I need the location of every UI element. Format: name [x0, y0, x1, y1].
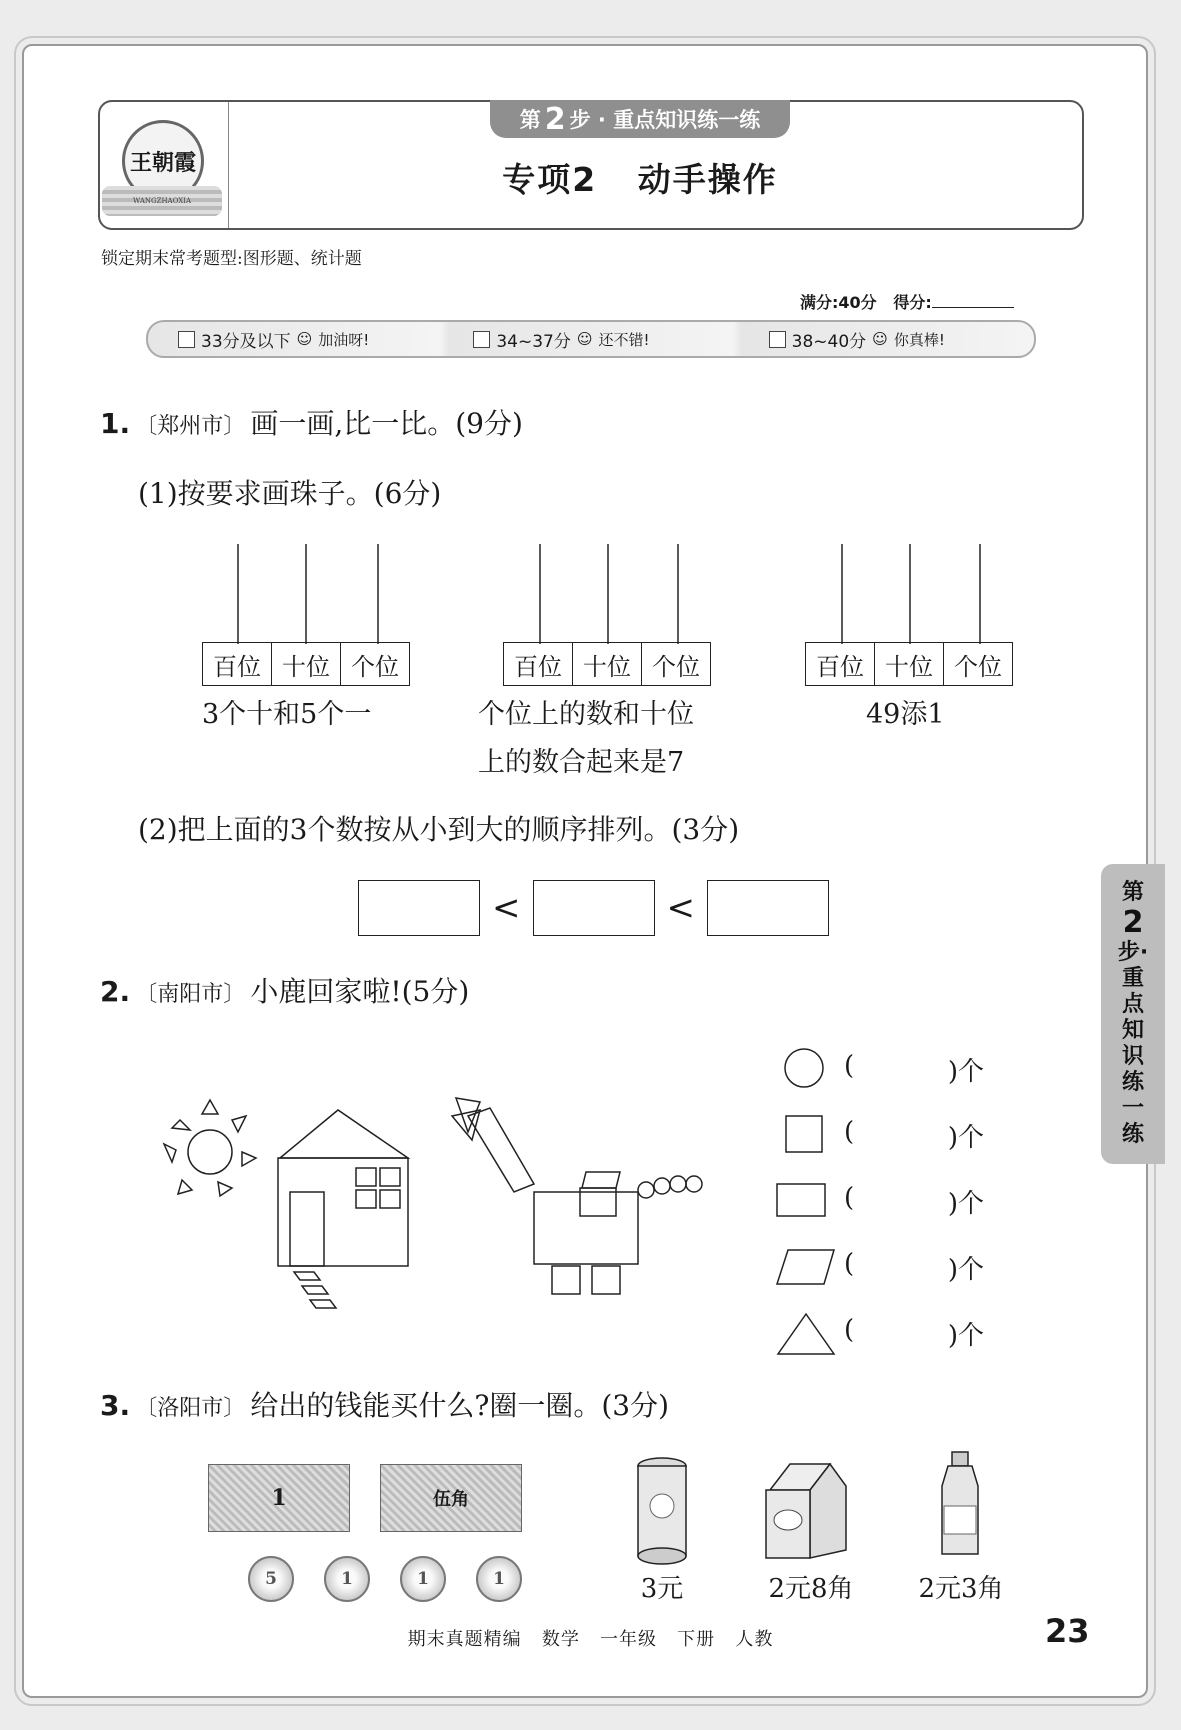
paren-open: ( — [844, 1248, 855, 1279]
coin-icon: 5 — [248, 1556, 294, 1602]
q2-place: 〔南阳市〕 — [135, 982, 246, 1007]
can-icon — [632, 1456, 692, 1566]
count-row-parallelogram — [776, 1234, 984, 1300]
smile-icon: ☺ — [576, 330, 593, 348]
bill-value: 伍角 — [433, 1489, 469, 1510]
side-prefix: 第 — [1121, 880, 1144, 905]
paren-open: ( — [844, 1116, 855, 1147]
item-price: 3元 — [640, 1574, 684, 1604]
count-parens[interactable] — [844, 1051, 984, 1088]
q3-heading — [100, 1384, 669, 1424]
count-parens[interactable] — [844, 1315, 984, 1352]
answer-box[interactable] — [707, 880, 829, 936]
page-title: 专项2 动手操作 — [502, 160, 778, 199]
paren-close: )个 — [947, 1122, 984, 1153]
abacus-rods — [200, 540, 420, 650]
milk-carton-icon — [760, 1460, 850, 1560]
side-char: 重 — [1121, 966, 1144, 991]
col-tens: 十位 — [573, 643, 642, 686]
col-ones: 个位 — [642, 643, 711, 686]
step-suffix: 步 · 重点知识练一练 — [569, 108, 761, 132]
grade-checkbox[interactable] — [473, 331, 490, 348]
q3-number: 3. — [100, 1389, 131, 1422]
side-number: 2 — [1122, 905, 1144, 940]
step-number: 2 — [544, 101, 566, 137]
q1-title: 画一画,比一比。(9分) — [250, 407, 523, 440]
col-hundreds: 百位 — [806, 643, 875, 686]
item-price: 2元8角 — [768, 1574, 854, 1604]
grade-range: 33分及以下 — [201, 331, 291, 352]
bottle-icon — [930, 1450, 990, 1562]
abacus-rods — [502, 540, 722, 650]
count-row-rectangle — [776, 1168, 984, 1234]
count-row-square — [776, 1102, 984, 1168]
paren-open: ( — [844, 1314, 855, 1345]
shapes-picture — [150, 1080, 710, 1310]
q2-title: 小鹿回家啦!(5分) — [250, 975, 470, 1008]
count-row-circle — [776, 1036, 984, 1102]
smile-icon: ☺ — [296, 330, 313, 348]
coin-icon: 1 — [324, 1556, 370, 1602]
grade-range: 34~37分 — [496, 331, 571, 352]
grade-comment: 加油呀! — [318, 330, 370, 349]
paren-close: )个 — [947, 1254, 984, 1285]
page-number: 23 — [1045, 1612, 1090, 1650]
one-yuan-bill — [208, 1464, 350, 1532]
side-char: 练 — [1121, 1070, 1144, 1095]
count-row-triangle — [776, 1300, 984, 1366]
subtitle: 锁定期末常考题型:图形题、统计题 — [101, 249, 362, 269]
grade-comment: 还不错! — [598, 330, 650, 349]
answer-box[interactable] — [358, 880, 480, 936]
coin-icon: 1 — [476, 1556, 522, 1602]
circle-icon — [776, 1044, 826, 1094]
item-price: 2元3角 — [918, 1574, 1004, 1604]
col-hundreds: 百位 — [504, 643, 573, 686]
triangle-icon — [776, 1308, 836, 1358]
step-tab — [490, 100, 790, 138]
count-parens[interactable] — [844, 1249, 984, 1286]
paren-open: ( — [844, 1050, 855, 1081]
side-char: 步· — [1117, 940, 1149, 965]
smile-icon: ☺ — [872, 330, 888, 348]
side-char: 识 — [1121, 1044, 1144, 1069]
q1-sub2: (2)把上面的3个数按从小到大的顺序排列。(3分) — [138, 813, 740, 846]
side-char: 知 — [1121, 1018, 1144, 1043]
grade-item — [443, 327, 738, 352]
q1-sub1: (1)按要求画珠子。(6分) — [138, 477, 442, 510]
abacus-caption: 3个十和5个一 — [202, 699, 372, 730]
order-row — [358, 880, 829, 936]
q3-place: 〔洛阳市〕 — [135, 1396, 246, 1421]
score-line — [800, 290, 1014, 313]
house-icon — [278, 1110, 408, 1308]
side-char: 练 — [1121, 1122, 1144, 1147]
sun-icon — [164, 1100, 256, 1196]
q1-heading — [100, 402, 523, 442]
coins-row — [248, 1556, 522, 1602]
grade-checkbox[interactable] — [769, 331, 786, 348]
paren-close: )个 — [947, 1320, 984, 1351]
grade-item — [148, 327, 443, 352]
q1-place: 〔郑州市〕 — [135, 414, 246, 439]
col-ones: 个位 — [341, 643, 410, 686]
paren-close: )个 — [947, 1188, 984, 1219]
coin-icon: 1 — [400, 1556, 446, 1602]
side-tab — [1101, 864, 1165, 1164]
square-icon — [776, 1110, 826, 1160]
paren-close: )个 — [947, 1056, 984, 1087]
logo — [100, 102, 229, 228]
logo-ribbon: WANGZHAOXIA — [102, 186, 222, 216]
grade-range: 38~40分 — [791, 331, 867, 352]
q2-number: 2. — [100, 975, 131, 1008]
q2-heading — [100, 970, 469, 1010]
side-char: 一 — [1121, 1096, 1144, 1121]
less-than: < — [666, 888, 695, 928]
five-jiao-bill — [380, 1464, 522, 1532]
count-parens[interactable] — [844, 1183, 984, 1220]
col-ones: 个位 — [944, 643, 1013, 686]
abacus-base — [202, 642, 410, 686]
grade-bar — [146, 320, 1036, 358]
side-char: 点 — [1121, 992, 1144, 1017]
q3-title: 给出的钱能买什么?圈一圈。(3分) — [250, 1389, 670, 1422]
paren-open: ( — [844, 1182, 855, 1213]
full-score: 满分:40分 — [800, 293, 877, 312]
col-tens: 十位 — [272, 643, 341, 686]
footer: 期末真题精编 数学 一年级 下册 人教 — [407, 1629, 774, 1650]
answer-box[interactable] — [533, 880, 655, 936]
logo-text: 王朝霞 — [129, 149, 196, 176]
col-tens: 十位 — [875, 643, 944, 686]
abacus-base — [805, 642, 1013, 686]
less-than: < — [492, 888, 521, 928]
bill-value: 1 — [271, 1485, 287, 1511]
abacus-caption: 上的数合起来是7 — [478, 747, 685, 778]
abacus-caption: 49添1 — [866, 699, 945, 730]
deer-icon — [452, 1098, 702, 1294]
shape-counts — [776, 1036, 984, 1366]
grade-item — [739, 327, 1034, 352]
abacus-base — [503, 642, 711, 686]
q1-number: 1. — [100, 407, 131, 440]
grade-checkbox[interactable] — [178, 331, 195, 348]
rectangle-icon — [776, 1176, 826, 1226]
score-label: 得分: — [893, 293, 932, 312]
parallelogram-icon — [776, 1242, 836, 1292]
grade-comment: 你真棒! — [893, 330, 945, 349]
col-hundreds: 百位 — [203, 643, 272, 686]
count-parens[interactable] — [844, 1117, 984, 1154]
score-blank[interactable] — [932, 307, 1014, 308]
header-box — [98, 100, 1084, 230]
abacus-caption: 个位上的数和十位 — [478, 699, 694, 730]
step-prefix: 第 — [519, 108, 541, 132]
abacus-rods — [804, 540, 1024, 650]
